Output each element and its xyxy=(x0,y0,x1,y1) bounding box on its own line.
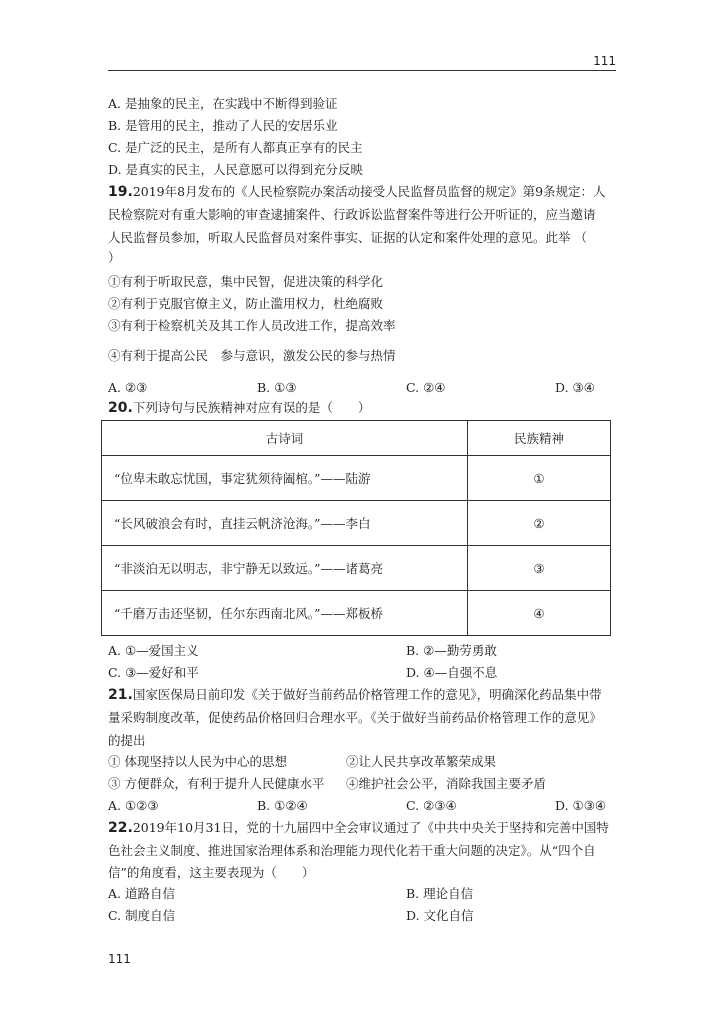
table-cell-poem: “位卑未敢忘忧国，事定犹须待阖棺。”——陆游 xyxy=(102,456,468,501)
q22-number: 22. xyxy=(108,820,133,836)
poem-spirit-table xyxy=(101,420,611,636)
q19-statement-1: ①有利于听取民意，集中民智，促进决策的科学化 xyxy=(108,274,384,289)
table-cell-mark: ④ xyxy=(468,591,611,636)
q20-option-c: C. ③—爱好和平 xyxy=(108,665,199,680)
q21-stem-line-2: 量采购制度改革，促使药品价格回归合理水平。《关于做好当前药品价格管理工作的意见》 xyxy=(108,710,602,725)
table-row xyxy=(102,501,611,546)
page-header-number: 111 xyxy=(593,54,616,68)
table-header-row xyxy=(102,421,611,456)
page-footer-number: 111 xyxy=(108,952,131,966)
q19-stem-line-4: ） xyxy=(108,250,121,265)
q21-stem-line-3: 的提出 xyxy=(108,733,146,748)
q19-number: 19. xyxy=(108,184,133,200)
q19-statement-4: ④有利于提高公民 参与意识，激发公民的参与热情 xyxy=(108,348,396,363)
q21-option-c: C. ②③④ xyxy=(406,798,457,813)
q20-number: 20. xyxy=(108,400,133,416)
q20-option-d: D. ④—自强不息 xyxy=(406,665,498,680)
table-cell-mark: ② xyxy=(468,501,611,546)
q20-stem: 20.下列诗句与民族精神对应有误的是（ ） xyxy=(108,400,371,416)
q18-option-b: B. 是管用的民主，推动了人民的安居乐业 xyxy=(108,118,338,133)
table-header-poem: 古诗词 xyxy=(102,421,468,456)
table-cell-poem: “千磨万击还坚韧，任尔东西南北风。”——郑板桥 xyxy=(102,591,468,636)
q20-option-a: A. ①—爱国主义 xyxy=(108,643,199,658)
q19-option-a: A. ②③ xyxy=(108,380,148,395)
q21-statement-3: ③ 方便群众，有利于提升人民健康水平 xyxy=(108,776,325,791)
q18-option-d: D. 是真实的民主，人民意愿可以得到充分反映 xyxy=(108,162,364,177)
q19-option-c: C. ②④ xyxy=(406,380,446,395)
q20-option-b: B. ②—勤劳勇敢 xyxy=(406,643,497,658)
q21-option-b: B. ①②④ xyxy=(257,798,308,813)
q21-statement-4: ④维护社会公平，消除我国主要矛盾 xyxy=(346,776,547,791)
header-rule xyxy=(108,70,616,71)
table-header-spirit: 民族精神 xyxy=(468,421,611,456)
q22-option-c: C. 制度自信 xyxy=(108,908,176,923)
q19-stem-line-2: 民检察院对有重大影响的审查逮捕案件、行政诉讼监督案件等进行公开听证的，应当邀请 xyxy=(108,207,596,222)
q18-option-a: A. 是抽象的民主，在实践中不断得到验证 xyxy=(108,96,338,111)
table-cell-poem: “非淡泊无以明志，非宁静无以致远。”——诸葛亮 xyxy=(102,546,468,591)
table-row xyxy=(102,591,611,636)
q22-option-b: B. 理论自信 xyxy=(406,886,474,901)
q22-stem-line-1: 22.2019年10月31日，党的十九届四中全会审议通过了《中共中央关于坚持和完善中国特 xyxy=(108,820,609,836)
q21-stem-line-1: 21.国家医保局日前印发《关于做好当前药品价格管理工作的意见》，明确深化药品集中带 xyxy=(108,687,602,703)
table-row xyxy=(102,546,611,591)
table-row xyxy=(102,456,611,501)
q22-option-a: A. 道路自信 xyxy=(108,886,175,901)
q22-stem-line-2: 色社会主义制度、推进国家治理体系和治理能力现代化若干重大问题的决定》。从“四个自 xyxy=(108,843,596,858)
q21-number: 21. xyxy=(108,687,133,703)
q19-option-d: D. ③④ xyxy=(555,380,595,395)
q18-option-c: C. 是广泛的民主，是所有人都真正享有的民主 xyxy=(108,140,363,155)
q21-option-d: D. ①③④ xyxy=(555,798,607,813)
q21-statement-2: ②让人民共享改革繁荣成果 xyxy=(346,754,497,769)
q19-stem-line-1: 19.2019年8月发布的《人民检察院办案活动接受人民监督员监督的规定》第9条规定：人 xyxy=(108,184,606,200)
q19-statement-3: ③有利于检察机关及其工作人员改进工作，提高效率 xyxy=(108,318,396,333)
q22-option-d: D. 文化自信 xyxy=(406,908,474,923)
q19-statement-2: ②有利于克服官僚主义，防止滥用权力，杜绝腐败 xyxy=(108,296,384,311)
q21-option-a: A. ①②③ xyxy=(108,798,159,813)
q22-stem-line-3: 信”的角度看，这主要表现为（ ） xyxy=(108,865,315,880)
q19-stem-line-3: 人民监督员参加，听取人民监督员对案件事实、证据的认定和案件处理的意见。此举 （ xyxy=(108,230,587,245)
table-cell-mark: ③ xyxy=(468,546,611,591)
q21-statement-1: ① 体现坚持以人民为中心的思想 xyxy=(108,754,287,769)
q19-option-b: B. ①③ xyxy=(257,380,297,395)
table-cell-mark: ① xyxy=(468,456,611,501)
table-cell-poem: “长风破浪会有时，直挂云帆济沧海。”——李白 xyxy=(102,501,468,546)
